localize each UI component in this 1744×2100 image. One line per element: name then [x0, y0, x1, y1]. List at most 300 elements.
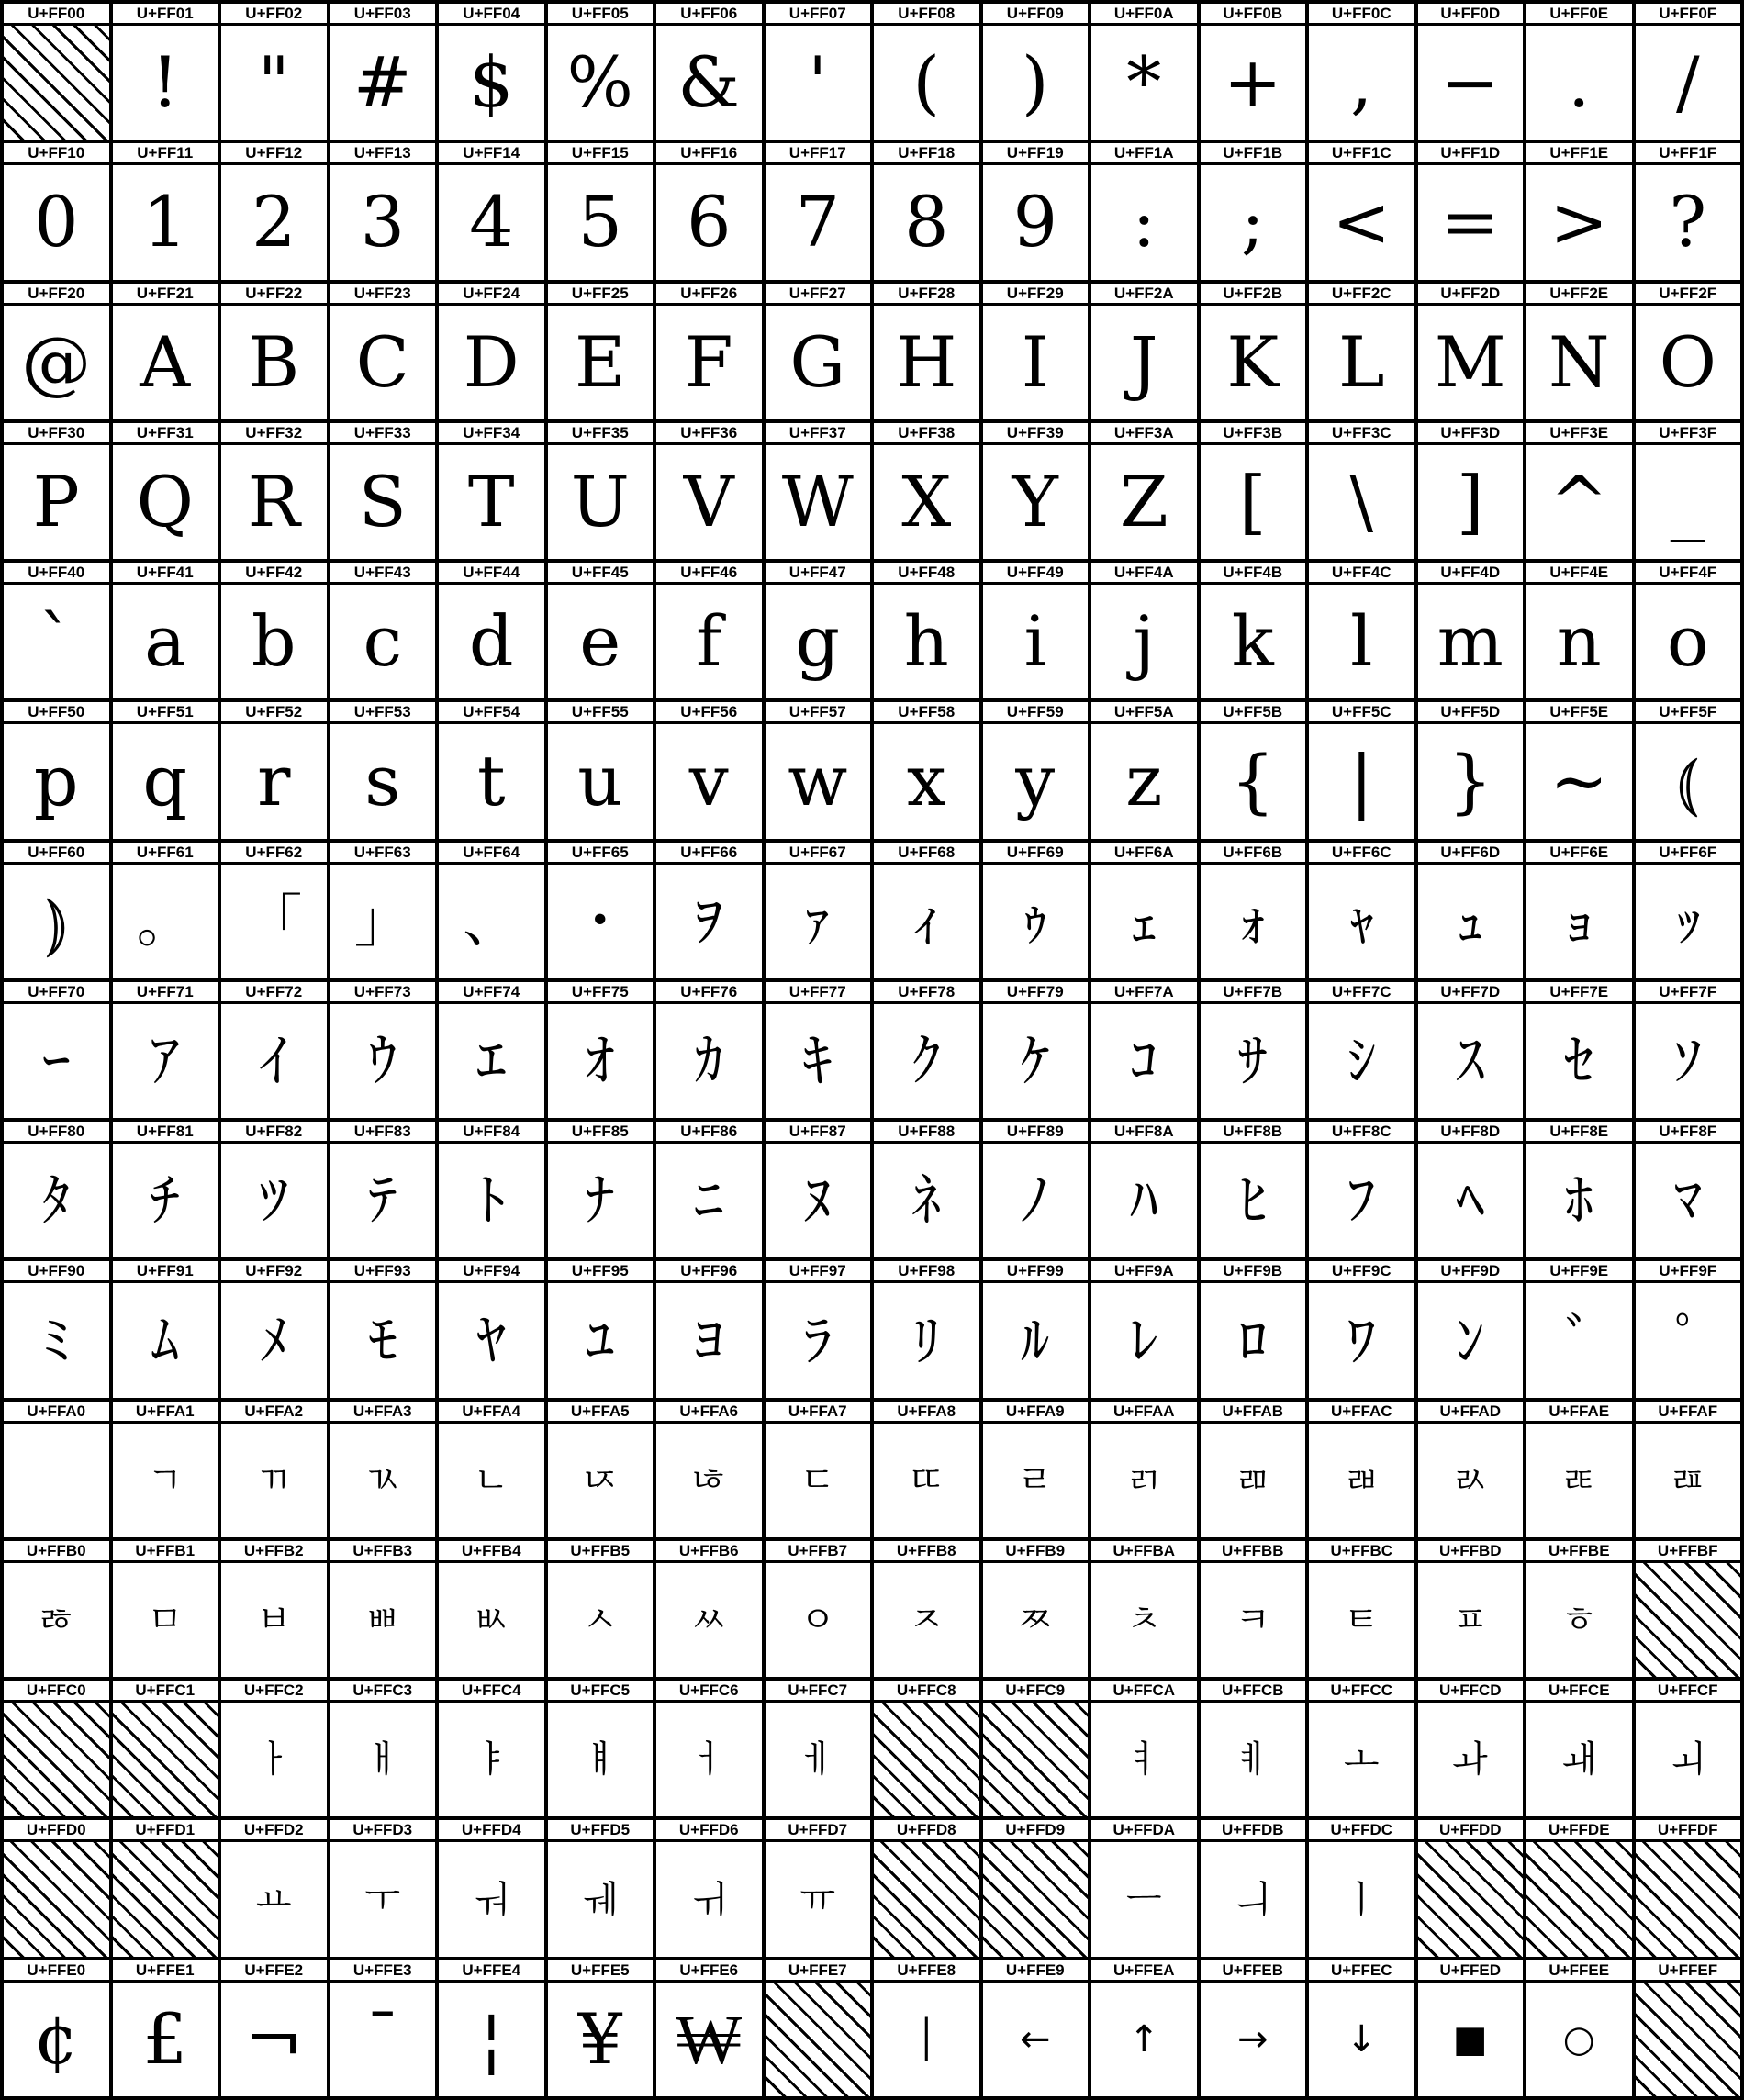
glyph-sample: ｭ — [1418, 865, 1524, 978]
glyph-sample: > — [1526, 165, 1632, 279]
glyph-sample: ﾤ — [439, 1424, 544, 1537]
glyph-sample: ⦆ — [4, 865, 109, 978]
glyph-sample: o — [1636, 585, 1741, 698]
code-point-label: U+FF71 — [113, 982, 218, 1004]
glyph-sample: ￆ — [656, 1703, 762, 1816]
code-point-label: U+FF3A — [1091, 423, 1197, 445]
code-point-label: U+FF25 — [548, 284, 654, 306]
code-point-label: U+FFB1 — [113, 1541, 218, 1563]
code-point-label: U+FF0D — [1418, 4, 1524, 26]
code-point-label: U+FFEC — [1309, 1960, 1414, 1983]
glyph-sample: x — [874, 724, 979, 838]
glyph-cell — [1091, 1402, 1197, 1537]
glyph-sample: ﾹ — [983, 1563, 1089, 1677]
glyph-sample: O — [1636, 306, 1741, 419]
glyph-cell — [439, 1820, 544, 1956]
code-point-label: U+FF0F — [1636, 4, 1741, 26]
glyph-sample: z — [1091, 724, 1197, 838]
unassigned-glyph-hatch — [874, 1703, 979, 1816]
glyph-sample: ? — [1636, 165, 1741, 279]
glyph-cell — [983, 143, 1089, 279]
glyph-sample: k — [1201, 585, 1306, 698]
code-point-label: U+FF83 — [330, 1122, 436, 1144]
glyph-sample: + — [1201, 26, 1306, 140]
glyph-sample: < — [1309, 165, 1414, 279]
code-point-label: U+FF20 — [4, 284, 109, 306]
glyph-cell — [1418, 1402, 1524, 1537]
code-point-label: U+FF4E — [1526, 563, 1632, 585]
glyph-cell — [1309, 1681, 1414, 1816]
code-point-label: U+FFE4 — [439, 1960, 544, 1983]
code-point-label: U+FFBE — [1526, 1541, 1632, 1563]
code-point-label: U+FF15 — [548, 143, 654, 165]
code-point-label: U+FF05 — [548, 4, 654, 26]
glyph-cell — [656, 1681, 762, 1816]
glyph-sample: ￖ — [656, 1842, 762, 1956]
glyph-cell — [766, 1261, 871, 1397]
glyph-sample: ﾢ — [221, 1424, 327, 1537]
glyph-sample: ₩ — [656, 1983, 762, 2096]
glyph-cell — [221, 1681, 327, 1816]
glyph-cell — [1309, 1402, 1414, 1537]
code-point-label: U+FFC3 — [330, 1681, 436, 1703]
code-point-label: U+FF49 — [983, 563, 1089, 585]
glyph-sample: ﾇ — [766, 1144, 871, 1257]
code-point-label: U+FF2B — [1201, 284, 1306, 306]
code-point-label: U+FF8E — [1526, 1122, 1632, 1144]
glyph-cell — [656, 1261, 762, 1397]
glyph-cell — [439, 843, 544, 978]
glyph-cell — [113, 1402, 218, 1537]
code-point-label: U+FF82 — [221, 1122, 327, 1144]
code-point-label: U+FF5B — [1201, 702, 1306, 724]
code-point-label: U+FF02 — [221, 4, 327, 26]
glyph-sample: ﾨ — [874, 1424, 979, 1537]
glyph-sample: ｶ — [656, 1004, 762, 1118]
glyph-cell — [1636, 702, 1741, 838]
code-point-label: U+FF48 — [874, 563, 979, 585]
code-point-label: U+FF1A — [1091, 143, 1197, 165]
code-point-label: U+FF0C — [1309, 4, 1414, 26]
glyph-cell — [1091, 1261, 1197, 1397]
glyph-sample: p — [4, 724, 109, 838]
code-point-label: U+FF14 — [439, 143, 544, 165]
glyph-sample: ￌ — [1309, 1703, 1414, 1816]
glyph-cell — [221, 423, 327, 559]
code-point-label: U+FF4C — [1309, 563, 1414, 585]
code-point-label: U+FF13 — [330, 143, 436, 165]
code-point-label: U+FF9B — [1201, 1261, 1306, 1283]
glyph-cell — [1309, 284, 1414, 419]
glyph-sample: 6 — [656, 165, 762, 279]
unassigned-glyph-hatch — [1636, 1983, 1741, 2096]
unassigned-glyph-hatch — [4, 1703, 109, 1816]
glyph-sample: ｿ — [1636, 1004, 1741, 1118]
code-point-label: U+FFCF — [1636, 1681, 1741, 1703]
glyph-sample: ｲ — [221, 1004, 327, 1118]
code-point-label: U+FF6F — [1636, 843, 1741, 865]
code-point-label: U+FF1E — [1526, 143, 1632, 165]
code-point-label: U+FF8F — [1636, 1122, 1741, 1144]
glyph-sample: ﾱ — [113, 1563, 218, 1677]
glyph-sample: ｪ — [1091, 865, 1197, 978]
glyph-sample: \ — [1309, 445, 1414, 559]
glyph-cell — [1201, 284, 1306, 419]
code-point-label: U+FF38 — [874, 423, 979, 445]
glyph-cell — [874, 423, 979, 559]
glyph-cell — [1091, 1541, 1197, 1677]
glyph-cell — [1201, 143, 1306, 279]
code-point-label: U+FFD6 — [656, 1820, 762, 1842]
glyph-sample: _ — [1636, 445, 1741, 559]
glyph-sample: ｵ — [548, 1004, 654, 1118]
glyph-cell — [221, 143, 327, 279]
glyph-cell — [221, 1541, 327, 1677]
glyph-cell — [548, 1541, 654, 1677]
code-point-label: U+FF67 — [766, 843, 871, 865]
glyph-sample: ﾚ — [1091, 1283, 1197, 1397]
code-point-label: U+FFE2 — [221, 1960, 327, 1983]
glyph-sample: ｫ — [1201, 865, 1306, 978]
glyph-sample: & — [656, 26, 762, 140]
glyph-cell — [1201, 4, 1306, 140]
code-point-label: U+FF75 — [548, 982, 654, 1004]
glyph-cell — [548, 1261, 654, 1397]
code-point-label: U+FF89 — [983, 1122, 1089, 1144]
code-point-label: U+FF00 — [4, 4, 109, 26]
code-point-label: U+FFC0 — [4, 1681, 109, 1703]
glyph-sample: t — [439, 724, 544, 838]
glyph-cell — [221, 1820, 327, 1956]
code-point-label: U+FF43 — [330, 563, 436, 585]
glyph-cell — [221, 284, 327, 419]
glyph-sample: ￏ — [1636, 1703, 1741, 1816]
glyph-cell — [1201, 1541, 1306, 1677]
code-point-label: U+FF36 — [656, 423, 762, 445]
code-point-label: U+FF59 — [983, 702, 1089, 724]
glyph-sample: ﾂ — [221, 1144, 327, 1257]
glyph-sample: C — [330, 306, 436, 419]
glyph-cell — [221, 843, 327, 978]
glyph-cell — [983, 1541, 1089, 1677]
glyph-sample: ￃ — [330, 1703, 436, 1816]
glyph-sample: ｯ — [1636, 865, 1741, 978]
code-point-label: U+FFA5 — [548, 1402, 654, 1424]
code-point-label: U+FFDF — [1636, 1820, 1741, 1842]
glyph-sample: g — [766, 585, 871, 698]
code-point-label: U+FF8A — [1091, 1122, 1197, 1144]
glyph-sample: ￂ — [221, 1703, 327, 1816]
glyph-sample — [4, 1424, 109, 1537]
glyph-cell — [1636, 843, 1741, 978]
glyph-cell — [1309, 563, 1414, 698]
code-point-label: U+FF3D — [1418, 423, 1524, 445]
glyph-sample: i — [983, 585, 1089, 698]
glyph-sample: ￊ — [1091, 1703, 1197, 1816]
glyph-sample: ﾬ — [1309, 1424, 1414, 1537]
glyph-cell — [1091, 843, 1197, 978]
glyph-sample: ￕ — [548, 1842, 654, 1956]
unassigned-glyph-hatch — [983, 1842, 1089, 1956]
code-point-label: U+FF9D — [1418, 1261, 1524, 1283]
code-point-label: U+FF45 — [548, 563, 654, 585]
glyph-cell — [1309, 143, 1414, 279]
glyph-cell — [983, 1681, 1089, 1816]
code-point-label: U+FF51 — [113, 702, 218, 724]
glyph-cell — [113, 563, 218, 698]
glyph-cell — [439, 143, 544, 279]
glyph-cell — [1418, 982, 1524, 1118]
glyph-cell — [330, 1402, 436, 1537]
glyph-sample: ﾛ — [1201, 1283, 1306, 1397]
glyph-cell — [548, 563, 654, 698]
glyph-cell — [983, 423, 1089, 559]
glyph-sample: P — [4, 445, 109, 559]
glyph-sample: ] — [1418, 445, 1524, 559]
glyph-sample: j — [1091, 585, 1197, 698]
glyph-sample: ￜ — [1309, 1842, 1414, 1956]
glyph-sample: I — [983, 306, 1089, 419]
glyph-cell — [1309, 843, 1414, 978]
glyph-cell — [1418, 1122, 1524, 1257]
glyph-sample: ` — [4, 585, 109, 698]
glyph-cell — [1636, 423, 1741, 559]
code-point-label: U+FF9C — [1309, 1261, 1414, 1283]
code-point-label: U+FF96 — [656, 1261, 762, 1283]
code-point-label: U+FFA2 — [221, 1402, 327, 1424]
glyph-cell — [4, 982, 109, 1118]
glyph-cell — [330, 982, 436, 1118]
glyph-sample: ﾆ — [656, 1144, 762, 1257]
glyph-cell — [1418, 563, 1524, 698]
code-point-label: U+FFC4 — [439, 1681, 544, 1703]
glyph-sample: ﾮ — [1526, 1424, 1632, 1537]
glyph-sample: m — [1418, 585, 1524, 698]
code-point-label: U+FF1B — [1201, 143, 1306, 165]
glyph-sample: 1 — [113, 165, 218, 279]
glyph-sample: ﾸ — [874, 1563, 979, 1677]
glyph-cell — [4, 1541, 109, 1677]
glyph-sample: T — [439, 445, 544, 559]
code-point-label: U+FF7E — [1526, 982, 1632, 1004]
glyph-cell — [548, 843, 654, 978]
code-point-label: U+FF80 — [4, 1122, 109, 1144]
glyph-cell — [1309, 1820, 1414, 1956]
code-point-label: U+FF5A — [1091, 702, 1197, 724]
glyph-cell — [874, 284, 979, 419]
glyph-sample: ﾑ — [113, 1283, 218, 1397]
glyph-cell — [4, 1960, 109, 2096]
code-point-label: U+FF66 — [656, 843, 762, 865]
glyph-cell — [874, 1122, 979, 1257]
glyph-cell — [548, 1681, 654, 1816]
glyph-cell — [983, 1402, 1089, 1537]
code-point-label: U+FF03 — [330, 4, 436, 26]
code-point-label: U+FF41 — [113, 563, 218, 585]
code-point-label: U+FF21 — [113, 284, 218, 306]
code-point-label: U+FFBC — [1309, 1541, 1414, 1563]
code-point-label: U+FF4F — [1636, 563, 1741, 585]
glyph-cell — [1526, 1402, 1632, 1537]
glyph-cell — [4, 1402, 109, 1537]
glyph-cell — [983, 1960, 1089, 2096]
code-point-label: U+FF34 — [439, 423, 544, 445]
code-point-label: U+FFA0 — [4, 1402, 109, 1424]
glyph-sample: ﾁ — [113, 1144, 218, 1257]
glyph-cell — [439, 4, 544, 140]
glyph-cell — [1636, 1122, 1741, 1257]
glyph-cell — [766, 563, 871, 698]
glyph-cell — [656, 284, 762, 419]
glyph-cell — [1636, 284, 1741, 419]
glyph-sample: ﾙ — [983, 1283, 1089, 1397]
glyph-cell — [1418, 284, 1524, 419]
glyph-cell — [330, 4, 436, 140]
code-point-label: U+FF17 — [766, 143, 871, 165]
glyph-cell — [983, 4, 1089, 140]
glyph-sample: ￓ — [330, 1842, 436, 1956]
glyph-cell — [983, 1261, 1089, 1397]
code-point-label: U+FF5D — [1418, 702, 1524, 724]
glyph-sample: ﾰ — [4, 1563, 109, 1677]
glyph-sample: @ — [4, 306, 109, 419]
glyph-cell — [221, 1261, 327, 1397]
code-point-label: U+FF65 — [548, 843, 654, 865]
unassigned-glyph-hatch — [874, 1842, 979, 1956]
code-point-label: U+FF47 — [766, 563, 871, 585]
code-point-label: U+FF0A — [1091, 4, 1197, 26]
glyph-cell — [1309, 702, 1414, 838]
glyph-cell — [874, 1960, 979, 2096]
code-point-label: U+FFDB — [1201, 1820, 1306, 1842]
unassigned-glyph-hatch — [4, 26, 109, 140]
glyph-sample: ¯ — [330, 1983, 436, 2096]
glyph-cell — [330, 563, 436, 698]
code-point-label: U+FFE0 — [4, 1960, 109, 1983]
glyph-cell — [1201, 843, 1306, 978]
glyph-sample: v — [656, 724, 762, 838]
code-point-label: U+FFB0 — [4, 1541, 109, 1563]
glyph-sample: 5 — [548, 165, 654, 279]
glyph-cell — [1526, 143, 1632, 279]
code-point-label: U+FF06 — [656, 4, 762, 26]
glyph-sample: h — [874, 585, 979, 698]
glyph-sample: ﾯ — [1636, 1424, 1741, 1537]
glyph-cell — [656, 1402, 762, 1537]
glyph-cell — [874, 1820, 979, 1956]
glyph-cell — [113, 423, 218, 559]
code-point-label: U+FF4D — [1418, 563, 1524, 585]
glyph-cell — [113, 1541, 218, 1677]
glyph-sample: Z — [1091, 445, 1197, 559]
code-point-label: U+FF32 — [221, 423, 327, 445]
code-point-label: U+FFC2 — [221, 1681, 327, 1703]
code-point-label: U+FF2D — [1418, 284, 1524, 306]
glyph-cell — [221, 563, 327, 698]
glyph-sample: ・ — [548, 865, 654, 978]
glyph-sample: ¬ — [221, 1983, 327, 2096]
code-point-label: U+FFA4 — [439, 1402, 544, 1424]
code-point-label: U+FF2F — [1636, 284, 1741, 306]
glyph-sample: ﾝ — [1418, 1283, 1524, 1397]
glyph-cell — [330, 1122, 436, 1257]
glyph-cell — [766, 843, 871, 978]
code-point-label: U+FF42 — [221, 563, 327, 585]
glyph-sample: ~ — [1526, 724, 1632, 838]
glyph-cell — [1201, 1820, 1306, 1956]
glyph-cell — [983, 284, 1089, 419]
glyph-sample: ﾀ — [4, 1144, 109, 1257]
glyph-cell — [1526, 1681, 1632, 1816]
code-point-label: U+FF3E — [1526, 423, 1632, 445]
glyph-cell — [330, 1960, 436, 2096]
code-point-label: U+FF0B — [1201, 4, 1306, 26]
code-point-label: U+FF99 — [983, 1261, 1089, 1283]
glyph-sample: 2 — [221, 165, 327, 279]
code-point-label: U+FF7D — [1418, 982, 1524, 1004]
code-point-label: U+FF1D — [1418, 143, 1524, 165]
glyph-sample: ｸ — [874, 1004, 979, 1118]
glyph-cell — [330, 843, 436, 978]
code-point-label: U+FF64 — [439, 843, 544, 865]
code-point-label: U+FFBF — [1636, 1541, 1741, 1563]
glyph-cell — [439, 1541, 544, 1677]
glyph-sample: = — [1418, 165, 1524, 279]
glyph-sample: N — [1526, 306, 1632, 419]
glyph-cell — [113, 143, 218, 279]
glyph-sample: ↓ — [1309, 1983, 1414, 2096]
glyph-cell — [439, 1261, 544, 1397]
glyph-cell — [439, 1122, 544, 1257]
code-point-label: U+FF53 — [330, 702, 436, 724]
glyph-cell — [1201, 423, 1306, 559]
glyph-cell — [1526, 284, 1632, 419]
glyph-sample: { — [1201, 724, 1306, 838]
glyph-sample: 3 — [330, 165, 436, 279]
code-point-label: U+FF57 — [766, 702, 871, 724]
glyph-sample: / — [1636, 26, 1741, 140]
code-point-label: U+FF91 — [113, 1261, 218, 1283]
glyph-cell — [548, 4, 654, 140]
code-point-label: U+FF90 — [4, 1261, 109, 1283]
code-point-label: U+FFA9 — [983, 1402, 1089, 1424]
glyph-sample: ｴ — [439, 1004, 544, 1118]
glyph-cell — [330, 1681, 436, 1816]
glyph-sample: 7 — [766, 165, 871, 279]
code-point-label: U+FF10 — [4, 143, 109, 165]
glyph-cell — [1309, 4, 1414, 140]
code-point-label: U+FF55 — [548, 702, 654, 724]
glyph-sample: ﾡ — [113, 1424, 218, 1537]
code-point-label: U+FF72 — [221, 982, 327, 1004]
glyph-sample: ﾥ — [548, 1424, 654, 1537]
glyph-sample: ! — [113, 26, 218, 140]
glyph-cell — [548, 1820, 654, 1956]
glyph-sample: ﾒ — [221, 1283, 327, 1397]
glyph-sample: Q — [113, 445, 218, 559]
glyph-cell — [548, 423, 654, 559]
code-point-label: U+FF92 — [221, 1261, 327, 1283]
code-point-label: U+FF31 — [113, 423, 218, 445]
glyph-sample: e — [548, 585, 654, 698]
glyph-cell — [330, 284, 436, 419]
code-point-label: U+FF54 — [439, 702, 544, 724]
code-point-label: U+FF8D — [1418, 1122, 1524, 1144]
glyph-cell — [113, 1122, 218, 1257]
glyph-cell — [874, 143, 979, 279]
glyph-sample: ﾫ — [1201, 1424, 1306, 1537]
glyph-sample: ﾕ — [548, 1283, 654, 1397]
